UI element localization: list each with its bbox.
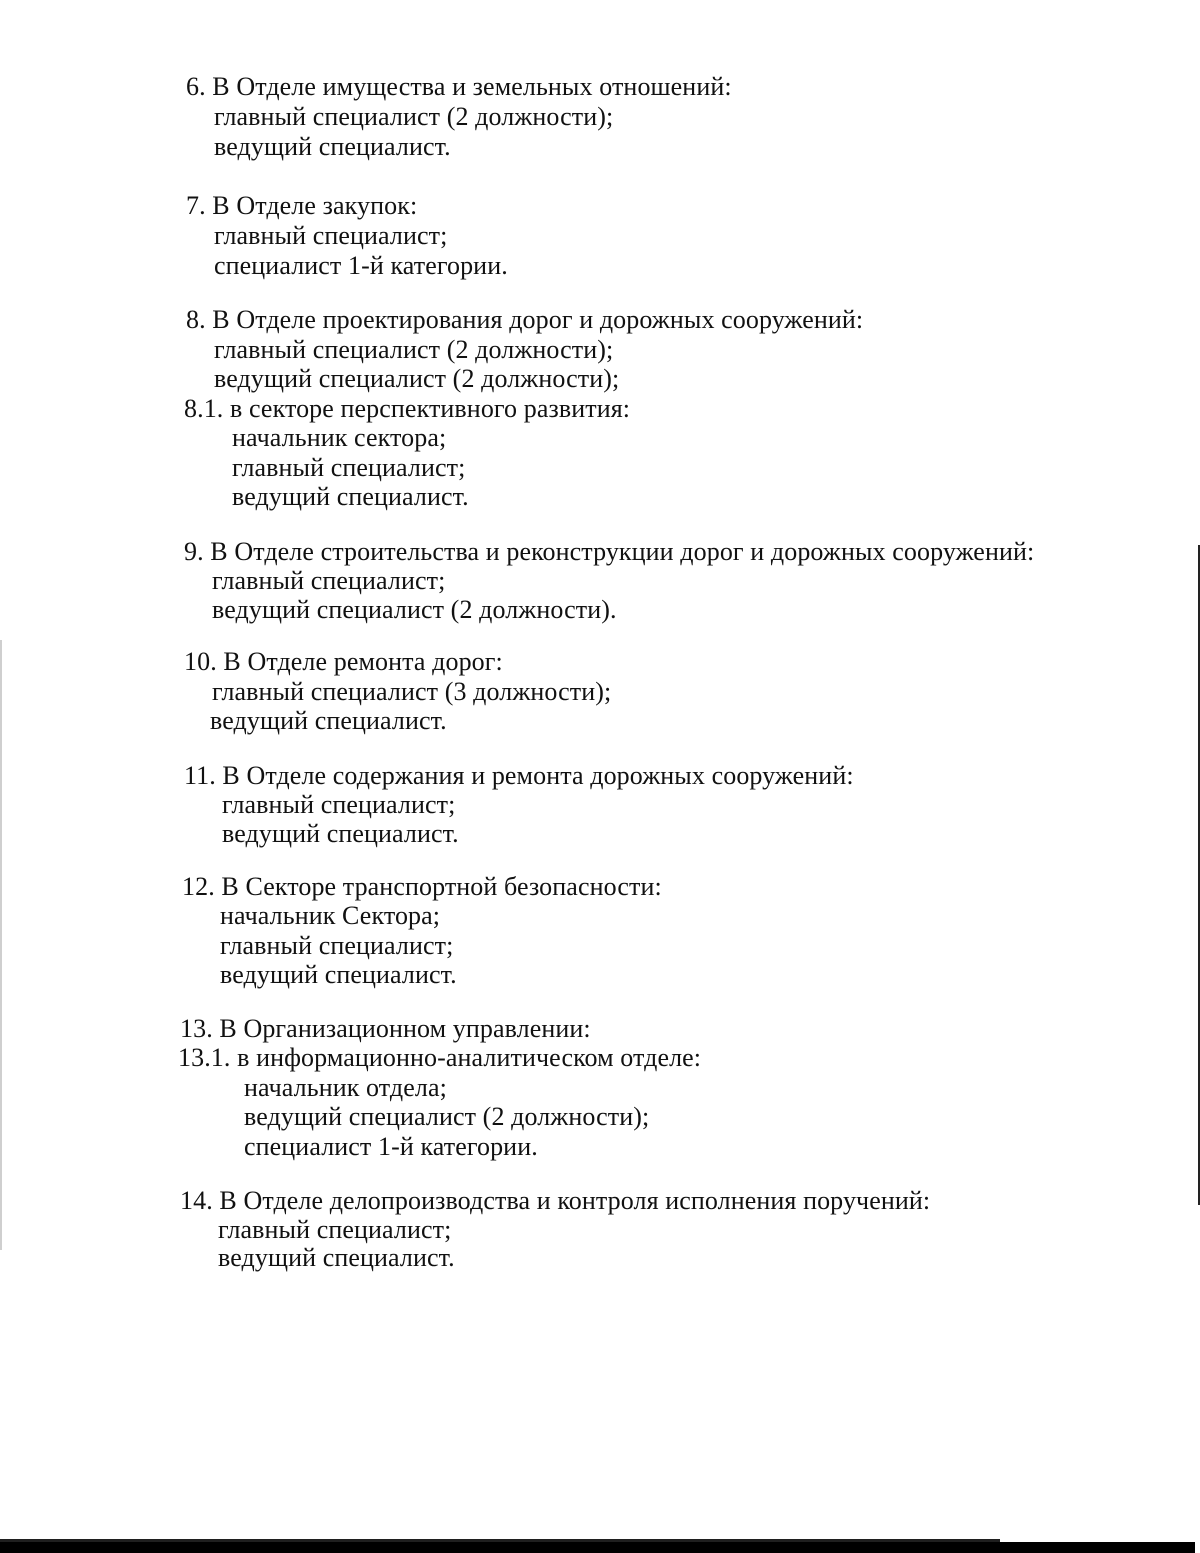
- section-8-item: ведущий специалист (2 должности);: [214, 364, 620, 393]
- section-14-item: ведущий специалист.: [218, 1243, 455, 1272]
- section-8-item: главный специалист (2 должности);: [214, 335, 614, 364]
- section-8-1-item: главный специалист;: [232, 453, 466, 482]
- section-11-heading: 11. В Отделе содержания и ремонта дорожных сооружений:: [184, 761, 854, 790]
- section-13-1-item: специалист 1-й категории.: [244, 1132, 538, 1161]
- section-6-heading: 6. В Отделе имущества и земельных отношений:: [186, 72, 732, 101]
- section-13-1-item: ведущий специалист (2 должности);: [244, 1102, 650, 1131]
- section-8-1-item: ведущий специалист.: [232, 482, 469, 511]
- section-9-heading: 9. В Отделе строительства и реконструкции дорог и дорожных сооружений:: [184, 537, 1035, 566]
- section-12-item: ведущий специалист.: [220, 960, 457, 989]
- section-10-heading: 10. В Отделе ремонта дорог:: [184, 647, 503, 676]
- section-14-item: главный специалист;: [218, 1215, 452, 1244]
- section-7-item: специалист 1-й категории.: [214, 251, 508, 280]
- section-13-1-item: начальник отдела;: [244, 1073, 447, 1102]
- section-8-1-heading: 8.1. в секторе перспективного развития:: [184, 394, 631, 423]
- section-11-item: главный специалист;: [222, 790, 456, 819]
- section-6-item: ведущий специалист.: [214, 132, 451, 161]
- section-9-item: ведущий специалист (2 должности).: [212, 595, 617, 624]
- section-12-item: главный специалист;: [220, 931, 454, 960]
- scan-edge-left: [0, 640, 2, 1250]
- section-7-item: главный специалист;: [214, 221, 448, 250]
- section-13-1-heading: 13.1. в информационно-аналитическом отделе:: [178, 1043, 702, 1072]
- section-11-item: ведущий специалист.: [222, 819, 459, 848]
- section-7-heading: 7. В Отделе закупок:: [186, 191, 418, 220]
- section-8-1-item: начальник сектора;: [232, 423, 447, 452]
- section-14-heading: 14. В Отделе делопроизводства и контроля исполнения поручений:: [180, 1186, 931, 1215]
- section-6-item: главный специалист (2 должности);: [214, 102, 614, 131]
- section-9-item: главный специалист;: [212, 566, 446, 595]
- section-10-item: ведущий специалист.: [210, 706, 447, 735]
- section-8-heading: 8. В Отделе проектирования дорог и дорожных сооружений:: [186, 305, 864, 334]
- section-13-heading: 13. В Организационном управлении:: [180, 1014, 591, 1043]
- section-10-item: главный специалист (3 должности);: [212, 677, 612, 706]
- section-12-item: начальник Сектора;: [220, 901, 441, 930]
- scan-bottom-bar: [0, 1542, 1195, 1553]
- section-12-heading: 12. В Секторе транспортной безопасности:: [182, 872, 662, 901]
